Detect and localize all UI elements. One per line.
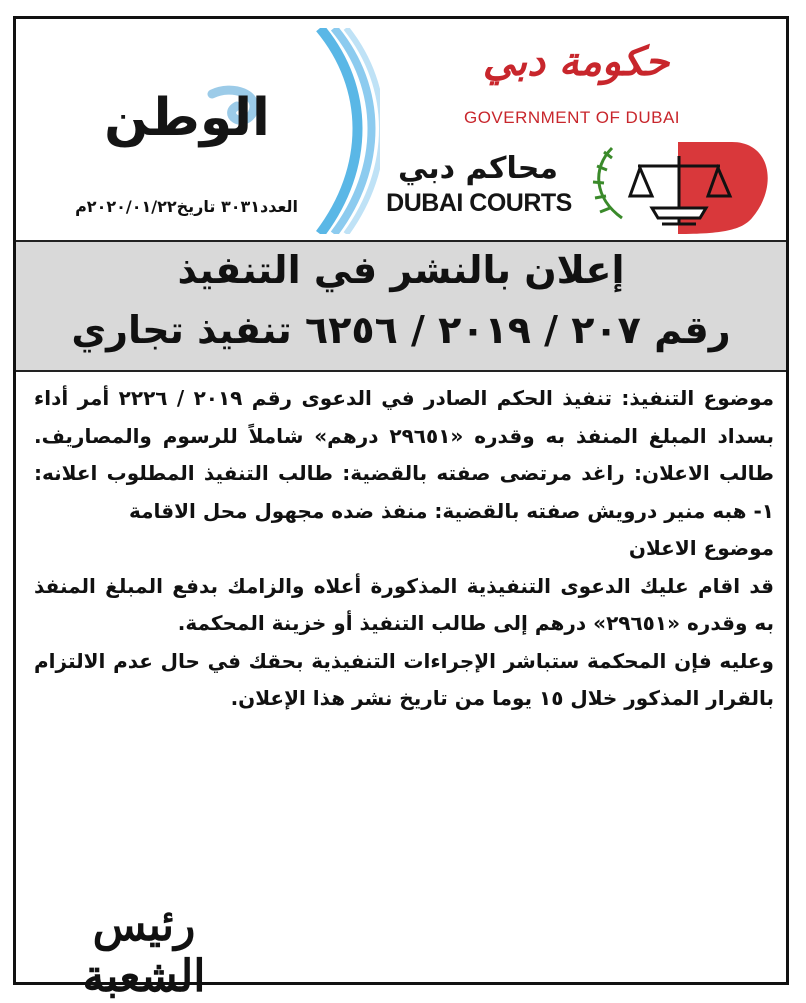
- case-number: رقم ٢٠٧ / ٢٠١٩ / ٦٢٥٦ تنفيذ تجاري: [71, 308, 731, 352]
- wave-stripes-icon: [300, 28, 380, 234]
- signature-title: رئيس الشعبة: [82, 900, 206, 1002]
- notice-paragraph: وعليه فإن المحكمة ستباشر الإجراءات التنفيذية بحقك في حال عدم الالتزام بالقرار المذكور خلال ١٥ يوما من تاريخ نشر هذا الإعلان.: [34, 648, 774, 710]
- execution-details-paragraph: موضوع التنفيذ: تنفيذ الحكم الصادر في الدعوى رقم ٢٠١٩ / ٢٢٢٦ أمر أداء بسداد المبلغ المنفذ به وقدره «٢٩٦٥١ درهم» شاملاً للرسوم والمصاريف. طالب الاعلان: راغد مرتضى صفته بالقضية: طالب التنفيذ المطلوب اعلانه: ١- هبه منير درويش صفته بالقضية: منفذ ضده مجهول محل الاقامة: [34, 386, 775, 523]
- claim-paragraph: قد اقام عليك الدعوى التنفيذية المذكورة أعلاه والزامك بدفع المبلغ المنفذ به وقدره «٢٩٦٥١» درهم إلى طالب التنفيذ أو خزينة المحكمة.: [34, 573, 774, 635]
- announcement-title: إعلان بالنشر في التنفيذ: [177, 248, 625, 292]
- courts-arabic-label: محاكم دبي: [398, 151, 558, 186]
- courts-english-label: DUBAI COURTS: [386, 189, 572, 217]
- dubai-courts-emblem-icon: [582, 138, 778, 236]
- newspaper-name: الوطن: [104, 88, 270, 148]
- subject-heading: موضوع الاعلان: [628, 536, 774, 560]
- government-english-label: GOVERNMENT OF DUBAI: [463, 108, 681, 127]
- government-arabic-logo: حكومة دبي: [482, 38, 670, 85]
- announcement-title-band: [16, 240, 786, 372]
- issue-info: العدد٣٠٣١ تاريخ٢٠٢٠/٠١/٢٢م: [75, 197, 298, 216]
- announcement-body: [34, 380, 774, 718]
